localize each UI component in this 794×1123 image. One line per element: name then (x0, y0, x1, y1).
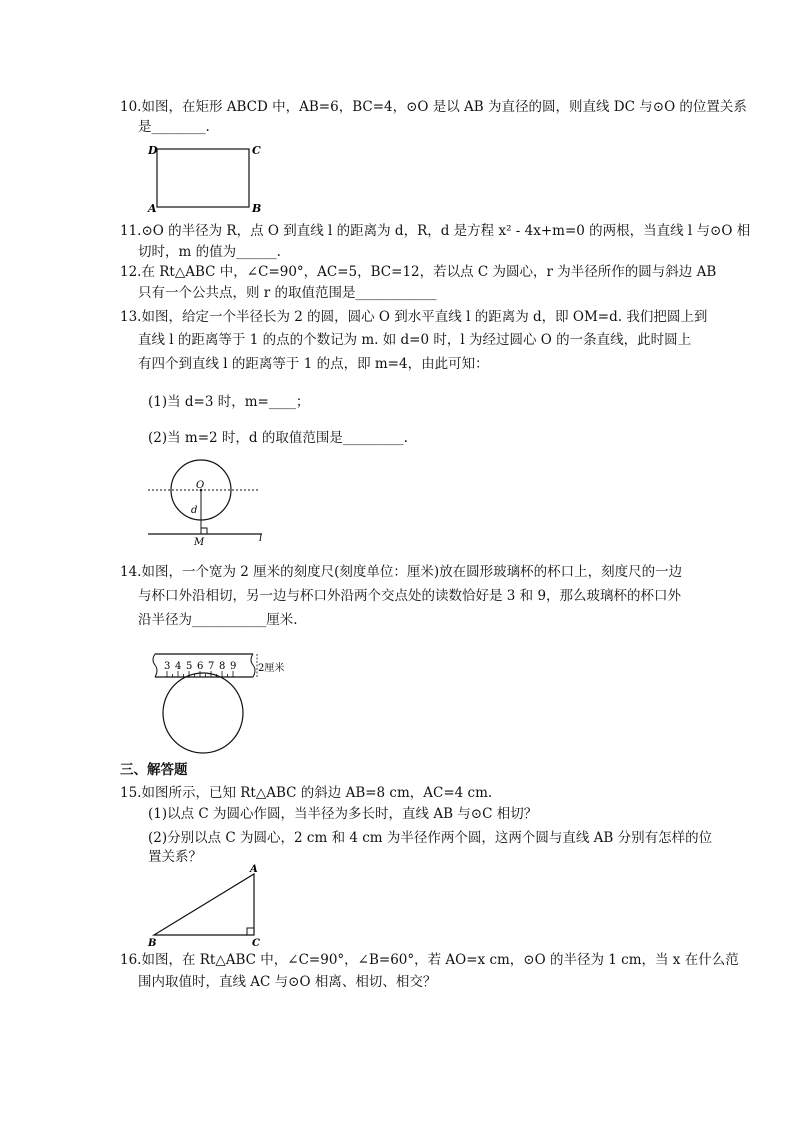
label-o: O (196, 480, 205, 491)
ruler-left-break (153, 654, 157, 677)
right-angle-mark (247, 928, 254, 935)
q13-sub1: (1)当 d=3 时，m=____； (148, 394, 310, 410)
q16-text-line2: 围内取值时，直线 AC 与⊙O 相离、相切、相交？ (138, 974, 437, 990)
q14-text-line2: 与杯口外沿相切，另一边与杯口外沿两个交点处的读数恰好是 3 和 9，那么玻璃杯的杯口外 (138, 588, 682, 604)
label-b: B (252, 202, 262, 215)
q15-sub2a: (2)分别以点 C 为圆心，2 cm 和 4 cm 为半径作两个圆，这两个圆与直线 AB 分别有怎样的位 (148, 830, 713, 846)
width-label: 2厘米 (258, 663, 285, 674)
triangle-abc (154, 874, 254, 935)
label-m: M (194, 537, 205, 548)
q12-text-line1: 12.在 Rt△ABC 中，∠C=90°，AC=5，BC=12，若以点 C 为圆心，r 为半径所作的圆与斜边 AB (120, 264, 717, 280)
ruler-right-break (251, 654, 255, 677)
q15-sub2b: 置关系？ (148, 849, 202, 865)
q16-text-line1: 16.如图，在 Rt△ABC 中，∠C=90°，∠B=60°，若 AO=x cm，⊙O 的半径为 1 cm，当 x 在什么范 (120, 952, 739, 968)
q13-text-line3: 有四个到直线 l 的距离等于 1 的点，即 m=4，由此可知： (138, 356, 489, 372)
label-c: C (252, 144, 261, 157)
label-b: B (148, 938, 157, 949)
ruler-tick-label: 8 (219, 661, 226, 672)
q13-sub2: (2)当 m=2 时，d 的取值范围是_________. (148, 430, 408, 446)
q13-text-line2: 直线 l 的距离等于 1 的点的个数记为 m. 如 d=0 时，l 为经过圆心 O 的一条直线，此时圆上 (138, 332, 692, 348)
q11-text-line1: 11.⊙O 的半径为 R，点 O 到直线 l 的距离为 d，R，d 是方程 x² - 4x+m=0 的两根，当直线 l 与⊙O 相 (120, 223, 751, 239)
q14-ruler-cup-figure (145, 648, 295, 770)
label-c: C (252, 938, 260, 949)
label-d: d (191, 505, 198, 516)
right-angle-mark (201, 528, 207, 534)
label-d: D (148, 144, 158, 157)
q13-circle-line-figure (140, 458, 280, 548)
q14-text-line1: 14.如图，一个宽为 2 厘米的刻度尺(刻度单位：厘米)放在圆形玻璃杯的杯口上，刻度尺的一边 (120, 564, 683, 580)
label-l: l (259, 533, 263, 544)
q10-rectangle-figure (140, 140, 270, 215)
section-title: 三、解答题 (120, 762, 188, 778)
q10-text-line2: 是________. (138, 119, 210, 135)
ruler-tick-label: 3 (164, 661, 171, 672)
rectangle-abcd (157, 149, 249, 207)
label-a: A (148, 202, 157, 215)
q14-text-line3: 沿半径为___________厘米. (138, 612, 298, 628)
q13-text-line1: 13.如图，给定一个半径长为 2 的圆，圆心 O 到水平直线 l 的距离为 d，即 OM=d. 我们把圆上到 (120, 309, 708, 325)
label-a: A (250, 864, 258, 875)
ruler-tick-label: 7 (208, 661, 215, 672)
ruler-tick-label: 9 (230, 661, 237, 672)
q15-triangle-figure (140, 862, 280, 952)
cup-circle (163, 673, 243, 753)
ruler-tick-label: 5 (186, 661, 193, 672)
q12-text-line2: 只有一个公共点，则 r 的取值范围是____________ (138, 285, 437, 301)
q15-text-line1: 15.如图所示，已知 Rt△ABC 的斜边 AB=8 cm，AC=4 cm. (120, 785, 493, 801)
ruler-tick-label: 6 (197, 661, 204, 672)
q15-sub1: (1)以点 C 为圆心作圆，当半径为多长时，直线 AB 与⊙C 相切？ (148, 806, 538, 822)
ruler-ticks (164, 661, 236, 677)
q11-text-line2: 切时，m 的值为______. (138, 244, 281, 260)
ruler-tick-label: 4 (175, 661, 182, 672)
q10-text-line1: 10.如图，在矩形 ABCD 中，AB=6，BC=4，⊙O 是以 AB 为直径的圆，则直线 DC 与⊙O 的位置关系 (120, 99, 747, 115)
